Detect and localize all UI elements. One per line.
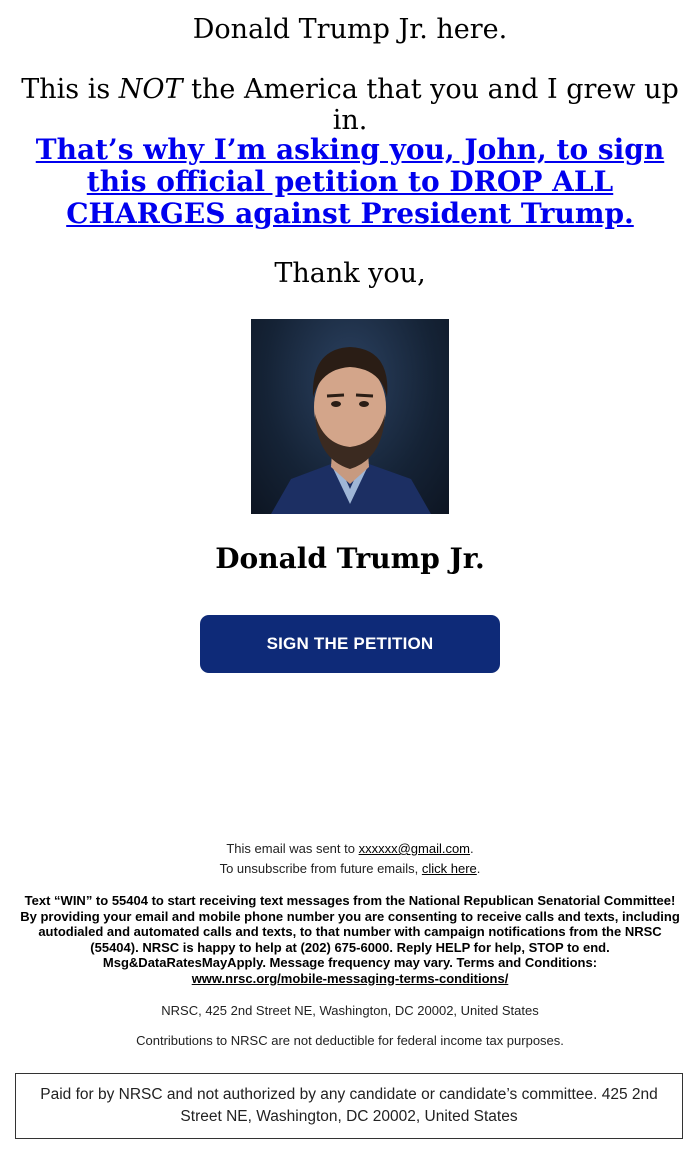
signature-name: Donald Trump Jr. — [215, 542, 485, 575]
tax-disclaimer: Contributions to NRSC are not deductible for federal income tax purposes. — [136, 1033, 564, 1048]
sms-disclaimer: Text “WIN” to 55404 to start receiving text messages from the National Republican Senatorial Committee! By providing your email and mobile phone number you are consenting to receive calls and texts, including autodialed and automated calls and texts, to that number with campaign notifications from the NRSC (55404). NRSC is happy to help at (202) 675-6000. Reply HELP for help, STOP to end. Msg&DataRatesMayApply. Message frequency may vary. Terms and Conditions: www.nrsc.org/mobile-messaging-terms-conditions/ — [20, 893, 680, 986]
unsubscribe-link[interactable]: click here — [421, 861, 477, 876]
paid-for-text: Paid for by NRSC and not authorized by any candidate or candidate’s committee. 425 2nd Street NE, Washington, DC 20002, United States — [40, 1086, 658, 1125]
petition-headline-link[interactable]: That’s why I’m asking you, John, to sign this official petition to DROP ALL CHARGES against President Trump. — [35, 133, 665, 230]
portrait-illustration — [251, 319, 449, 514]
intro-line: This is NOT the America that you and I grew up in. — [21, 74, 679, 136]
sign-petition-button[interactable]: SIGN THE PETITION — [200, 615, 500, 673]
paid-for-box — [15, 1073, 683, 1139]
unsubscribe-line: To unsubscribe from future emails, click here. — [219, 861, 481, 876]
mailing-address: NRSC, 425 2nd Street NE, Washington, DC 20002, United States — [161, 1003, 539, 1018]
emphasis-not: NOT — [118, 74, 183, 105]
terms-link[interactable]: www.nrsc.org/mobile-messaging-terms-conditions/ — [191, 970, 509, 986]
portrait-photo — [251, 319, 449, 514]
closing-text: Thank you, — [274, 258, 426, 289]
sent-to-line: This email was sent to xxxxxx@gmail.com. — [226, 841, 474, 856]
greeting-text: Donald Trump Jr. here. — [192, 14, 508, 45]
recipient-email-link[interactable]: xxxxxx@gmail.com — [358, 841, 471, 856]
